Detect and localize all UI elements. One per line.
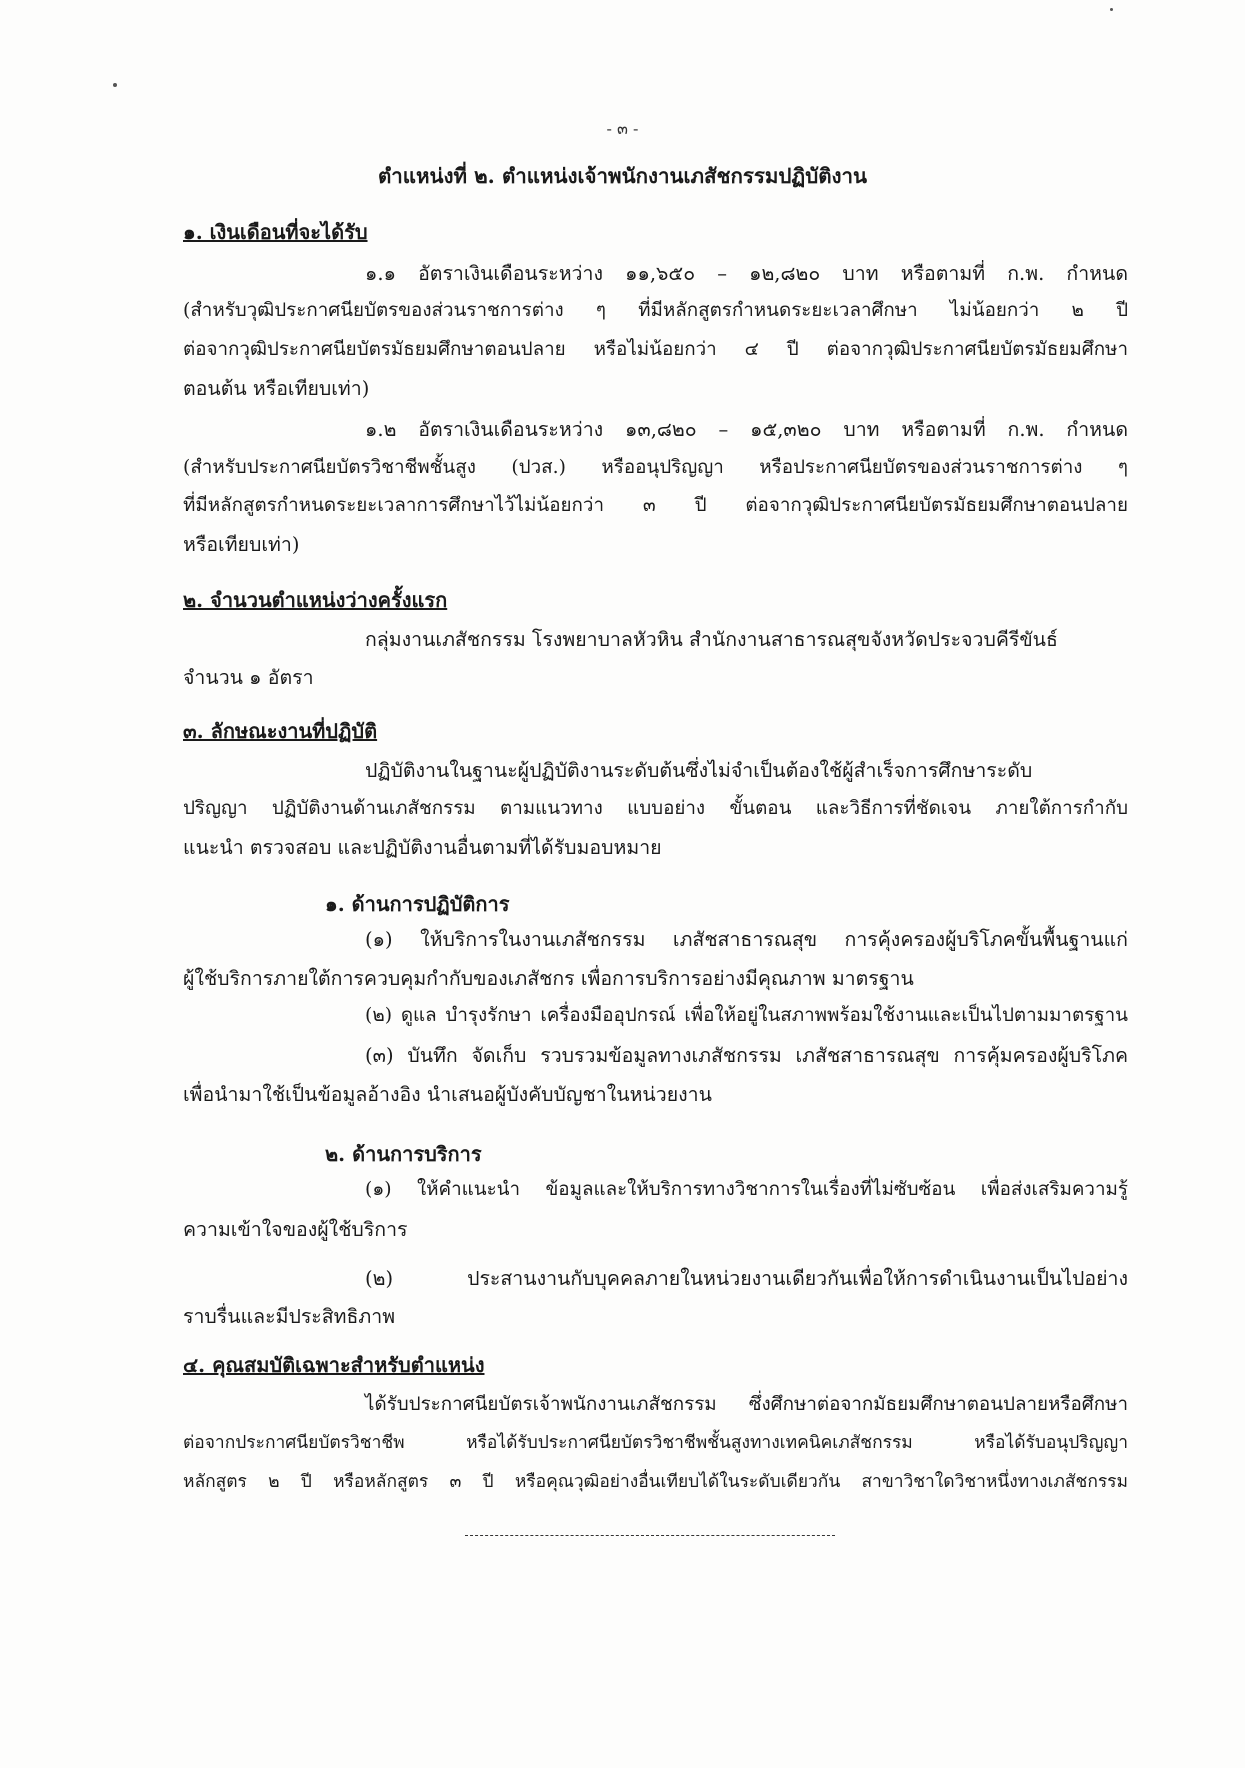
qualification-line: หลักสูตร ๒ ปี หรือหลักสูตร ๓ ปี หรือคุณวุฒิอย่างอื่นเทียบได้ในระดับเดียวกัน สาขาวิชาใดวิชาหนึ่งทางเภสัชกรรม [183, 1472, 1128, 1492]
end-dashed-rule [465, 1535, 835, 1536]
vacancy-line: กลุ่มงานเภสัชกรรม โรงพยาบาลหัวหิน สำนักงานสาธารณสุขจังหวัดประจวบคีรีขันธ์ [365, 628, 1058, 651]
duties-intro-line: ปริญญา ปฏิบัติงานด้านเภสัชกรรม ตามแนวทาง แบบอย่าง ขั้นตอน และวิธีการที่ชัดเจน ภายใต้การกำกับ [183, 798, 1128, 819]
salary-line: หรือเทียบเท่า) [183, 533, 300, 556]
section-heading-duties: ๓. ลักษณะงานที่ปฏิบัติ [183, 719, 378, 743]
scan-speck [113, 83, 117, 87]
operations-line: (๓) บันทึก จัดเก็บ รวบรวมข้อมูลทางเภสัชกรรม เภสัชสาธารณสุข การคุ้มครองผู้บริโภค [365, 1044, 1128, 1067]
operations-line: ผู้ใช้บริการภายใต้การควบคุมกำกับของเภสัชกร เพื่อการบริการอย่างมีคุณภาพ มาตรฐาน [183, 967, 914, 990]
salary-line: ต่อจากวุฒิประกาศนียบัตรมัธยมศึกษาตอนปลาย หรือไม่น้อยกว่า ๔ ปี ต่อจากวุฒิประกาศนียบัตรมัธยมศึกษา [183, 339, 1128, 360]
position-title: ตำแหน่งที่ ๒. ตำแหน่งเจ้าพนักงานเภสัชกรรมปฏิบัติงาน [377, 164, 868, 188]
duties-intro-line: แนะนำ ตรวจสอบ และปฏิบัติงานอื่นตามที่ได้รับมอบหมาย [183, 836, 662, 859]
salary-line: ตอนต้น หรือเทียบเท่า) [183, 377, 370, 400]
section-heading-vacancy: ๒. จำนวนตำแหน่งว่างครั้งแรก [183, 588, 448, 612]
qualification-line: ต่อจากประกาศนียบัตรวิชาชีพ หรือได้รับประกาศนียบัตรวิชาชีพชั้นสูงทางเทคนิคเภสัชกรรม หรือได้รับอนุปริญญา [183, 1433, 1128, 1453]
operations-line: (๒) ดูแล บำรุงรักษา เครื่องมืออุปกรณ์ เพื่อให้อยู่ในสภาพพร้อมใช้งานและเป็นไปตามมาตรฐาน [365, 1005, 1128, 1026]
vacancy-line: จำนวน ๑ อัตรา [183, 666, 314, 689]
services-line: ราบรื่นและมีประสิทธิภาพ [183, 1305, 396, 1328]
scan-speck [1110, 8, 1113, 11]
duties-intro-line: ปฏิบัติงานในฐานะผู้ปฏิบัติงานระดับต้นซึ่งไม่จำเป็นต้องใช้ผู้สำเร็จการศึกษาระดับ [365, 759, 1033, 782]
operations-line: (๑) ให้บริการในงานเภสัชกรรม เภสัชสาธารณสุข การคุ้งครองผู้บริโภคขั้นพื้นฐานแก่ [365, 928, 1128, 951]
qualification-line: ได้รับประกาศนียบัตรเจ้าพนักงานเภสัชกรรม ซึ่งศึกษาต่อจากมัธยมศึกษาตอนปลายหรือศึกษา [365, 1394, 1128, 1415]
services-line: ความเข้าใจของผู้ใช้บริการ [183, 1218, 408, 1241]
operations-heading: ๑. ด้านการปฏิบัติการ [325, 892, 510, 916]
page-number: - ๓ - [606, 119, 639, 138]
services-line: (๒) ประสานงานกับบุคคลภายในหน่วยงานเดียวกันเพื่อให้การดำเนินงานเป็นไปอย่าง [365, 1267, 1128, 1290]
operations-line: เพื่อนำมาใช้เป็นข้อมูลอ้างอิง นำเสนอผู้บังคับบัญชาในหน่วยงาน [183, 1083, 712, 1106]
salary-line: ๑.๑ อัตราเงินเดือนระหว่าง ๑๑,๖๕๐ – ๑๒,๘๒๐ บาท หรือตามที่ ก.พ. กำหนด [365, 262, 1128, 285]
salary-line: ที่มีหลักสูตรกำหนดระยะเวลาการศึกษาไว้ไม่น้อยกว่า ๓ ปี ต่อจากวุฒิประกาศนียบัตรมัธยมศึกษาตอนปลาย [183, 495, 1128, 516]
salary-line: ๑.๒ อัตราเงินเดือนระหว่าง ๑๓,๘๒๐ – ๑๕,๓๒๐ บาท หรือตามที่ ก.พ. กำหนด [365, 418, 1128, 441]
services-line: (๑) ให้คำแนะนำ ข้อมูลและให้บริการทางวิชาการในเรื่องที่ไม่ซับซ้อน เพื่อส่งเสริมความรู้ [365, 1179, 1128, 1200]
services-heading: ๒. ด้านการบริการ [325, 1142, 482, 1166]
section-heading-qualifications: ๔. คุณสมบัติเฉพาะสำหรับตำแหน่ง [183, 1353, 485, 1377]
salary-line: (สำหรับวุฒิประกาศนียบัตรของส่วนราชการต่าง ๆ ที่มีหลักสูตรกำหนดระยะเวลาศึกษา ไม่น้อยกว่า ๒ ปี [183, 300, 1128, 321]
section-heading-salary: ๑. เงินเดือนที่จะได้รับ [183, 220, 368, 244]
salary-line: (สำหรับประกาศนียบัตรวิชาชีพชั้นสูง (ปวส.) หรืออนุปริญญา หรือประกาศนียบัตรของส่วนราชการต่าง ๆ [183, 457, 1128, 478]
